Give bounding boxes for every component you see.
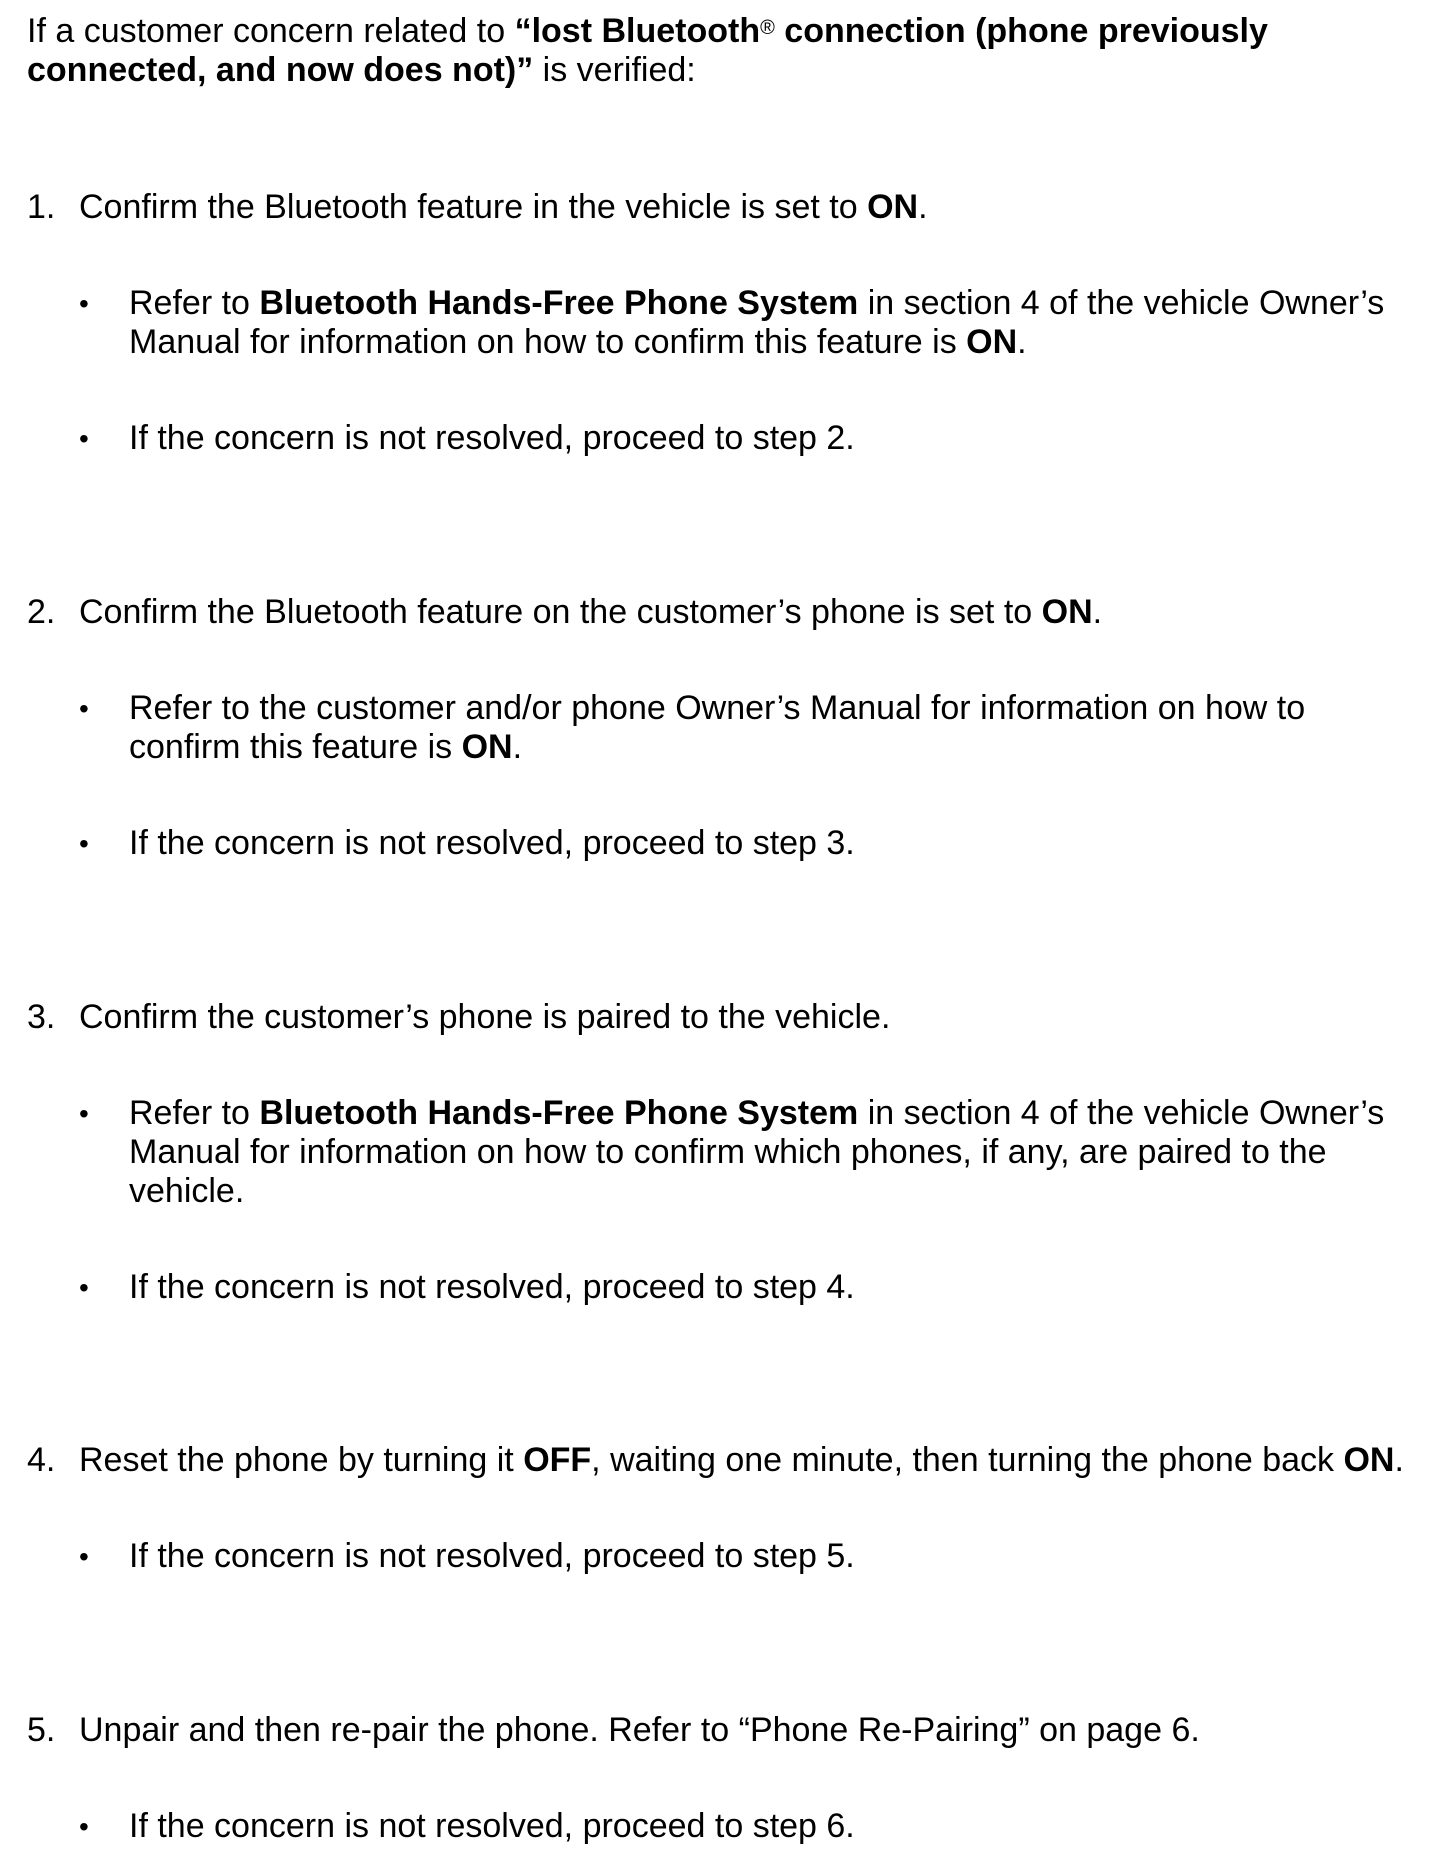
step-text: Confirm the Bluetooth feature in the vehicle is set to ON. — [79, 188, 928, 226]
bullet-dot: • — [79, 1098, 89, 1129]
step-text: Confirm the Bluetooth feature on the customer’s phone is set to ON. — [79, 593, 1103, 631]
bullet-dot: • — [79, 1811, 89, 1842]
bullet-text: If the concern is not resolved, proceed to step 3. — [129, 824, 855, 862]
bullet-text: Refer to Bluetooth Hands-Free Phone System in section 4 of the vehicle Owner’s Manual for information on how to confirm this feature is ON. — [129, 284, 1385, 361]
step-text: Confirm the customer’s phone is paired to the vehicle. — [79, 998, 891, 1036]
intro-prefix: If a customer concern related to — [27, 12, 515, 50]
step-number: 2. — [27, 593, 56, 631]
bullet-dot: • — [79, 828, 89, 859]
intro-paragraph — [27, 12, 1407, 90]
intro-quote-part2: connection (phone previously connected, and now does not)” — [27, 12, 1268, 89]
bullet-dot: • — [79, 288, 89, 319]
bullet-text: Refer to Bluetooth Hands-Free Phone System in section 4 of the vehicle Owner’s Manual for information on how to confirm which phones, if any, are paired to the vehicle. — [129, 1094, 1385, 1210]
intro-quote-part1: “lost Bluetooth — [514, 12, 761, 50]
step-number: 4. — [27, 1441, 56, 1479]
bullet-text: Refer to the customer and/or phone Owner’s Manual for information on how to confirm this feature is ON. — [129, 689, 1306, 766]
bullet-text: If the concern is not resolved, proceed to step 5. — [129, 1537, 855, 1575]
step-text: Unpair and then re-pair the phone. Refer to “Phone Re-Pairing” on page 6. — [79, 1711, 1200, 1749]
bullet-text: If the concern is not resolved, proceed to step 6. — [129, 1807, 855, 1845]
bullet-dot: • — [79, 1541, 89, 1572]
step-number: 1. — [27, 188, 56, 226]
bullet-dot: • — [79, 423, 89, 454]
registered-mark: ® — [760, 17, 775, 39]
intro-suffix: is verified: — [533, 51, 696, 89]
bullet-dot: • — [79, 1272, 89, 1303]
step-number: 3. — [27, 998, 56, 1036]
bullet-text: If the concern is not resolved, proceed to step 2. — [129, 419, 855, 457]
bullet-dot: • — [79, 693, 89, 724]
bullet-text: If the concern is not resolved, proceed to step 4. — [129, 1268, 855, 1306]
step-text: Reset the phone by turning it OFF, waiting one minute, then turning the phone back ON. — [79, 1441, 1404, 1479]
step-number: 5. — [27, 1711, 56, 1749]
